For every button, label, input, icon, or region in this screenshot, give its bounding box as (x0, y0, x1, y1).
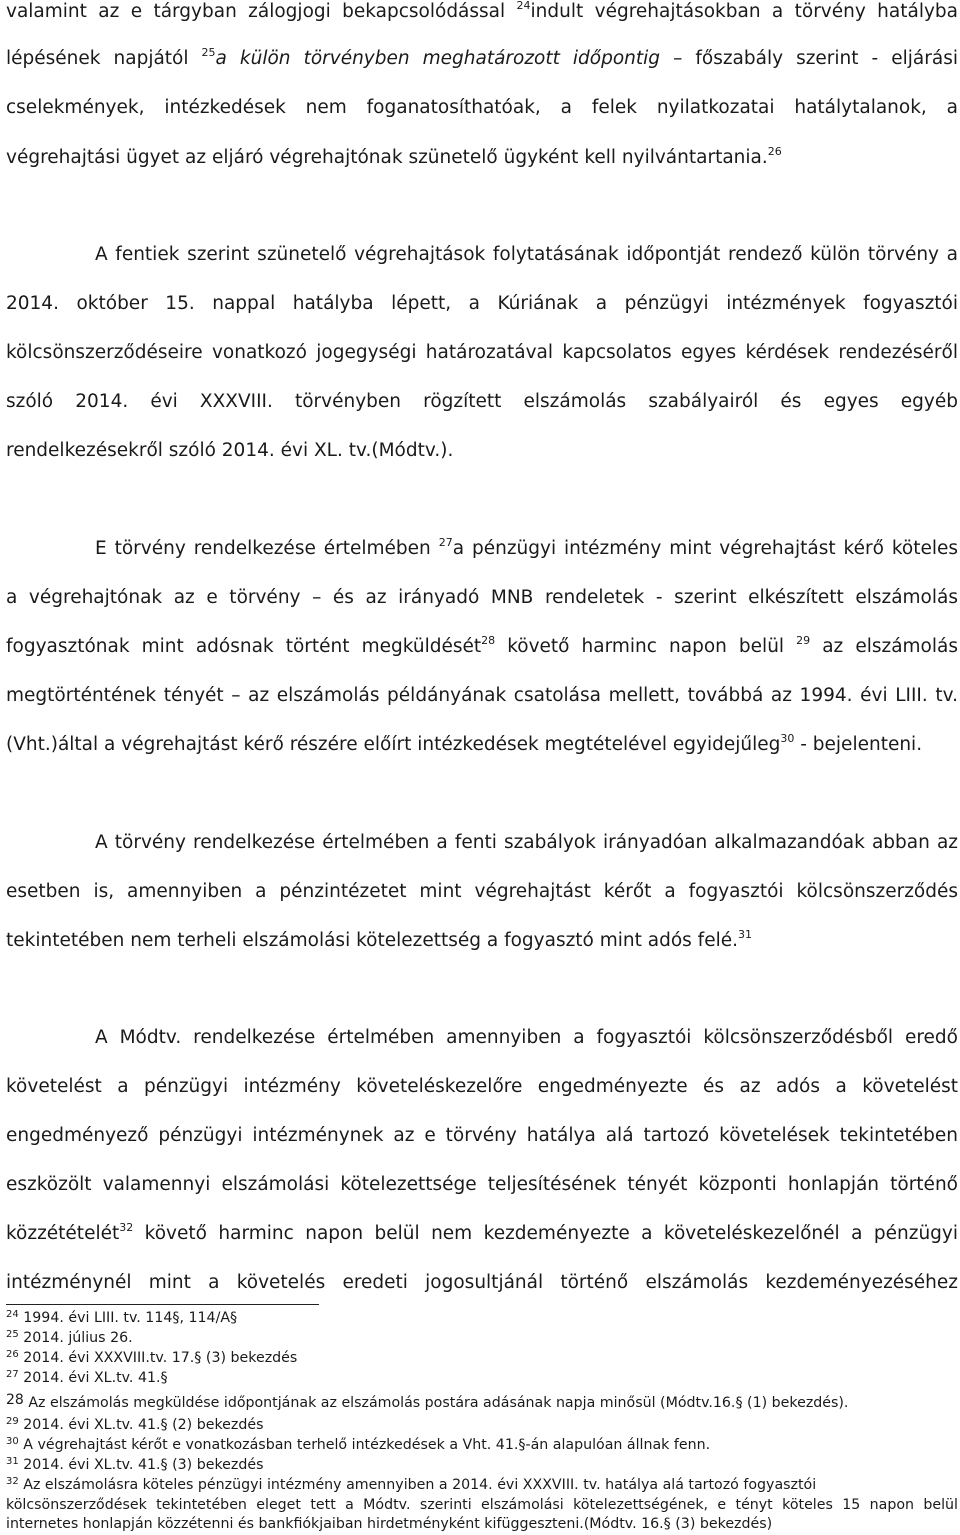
footnote-ref[interactable]: 24 (516, 0, 531, 12)
text-segment: követő harminc napon belül nem kezdeményezte a követeléskezelőnél a pénzügyi (133, 1223, 958, 1244)
paragraph-line: A Módtv. rendelkezése értelmében amennyiben a fogyasztói kölcsönszerződésből eredő (95, 1027, 958, 1048)
footnote-item (6, 1369, 958, 1387)
paragraph-line (6, 635, 958, 659)
text-segment: – főszabály szerint - eljárási (660, 48, 958, 69)
paragraph-line: esetben is, amennyiben a pénzintézetet mint végrehajtást kérőt a fogyasztói kölcsönszerződés (6, 881, 958, 902)
italic-text: a külön törvényben meghatározott időpontig (215, 48, 661, 69)
footnote-text: 2014. évi XL.tv. 41.§ (3) bekezdés (18, 1457, 264, 1473)
footnote-item (6, 1456, 958, 1474)
text-segment: lépésének napjától (6, 48, 202, 69)
text-segment: fogyasztónak mint adósnak történt megküldését (6, 636, 482, 657)
footnote-ref[interactable]: 28 (481, 634, 496, 647)
paragraph-line (6, 47, 958, 71)
footnote-number: 26 (6, 1349, 19, 1360)
paragraph-line (6, 0, 958, 24)
text-segment: a pénzügyi intézmény mint végrehajtást kérő köteles (452, 538, 958, 559)
footnote-item (6, 1416, 958, 1434)
paragraph-line: rendelkezésekről szóló 2014. évi XL. tv.(Módtv.). (6, 440, 454, 461)
footnote-number: 30 (6, 1436, 19, 1447)
text-segment: valamint az e tárgyban zálogjogi bekapcsolódással (6, 1, 517, 22)
footnote-ref[interactable]: 26 (767, 145, 782, 158)
footnote-number: 28 (6, 1392, 24, 1408)
paragraph-line: megtörténtének tényét – az elszámolás példányának csatolása mellett, továbbá az 1994. évi LIII. tv. (6, 685, 958, 706)
footnote-text: 2014. július 26. (18, 1330, 133, 1346)
paragraph-line: követelést a pénzügyi intézmény követeléskezelőre engedményezte és az adós a követelést (6, 1076, 958, 1097)
footnote-number: 24 (6, 1309, 19, 1320)
footnote-item (6, 1329, 958, 1347)
paragraph-line (6, 929, 958, 953)
paragraph-line: 2014. október 15. nappal hatályba lépett, a Kúriának a pénzügyi intézmények fogyasztói (6, 293, 958, 314)
footnote-item (6, 1436, 958, 1454)
paragraph-line: szóló 2014. évi XXXVIII. törvényben rögzített elszámolás szabályairól és egyes egyéb (6, 391, 958, 412)
footnote-text: 1994. évi LIII. tv. 114§, 114/A§ (18, 1310, 238, 1326)
footnote-text: A végrehajtást kérőt e vonatkozásban terhelő intézkedések a Vht. 41.§-án alapulóan állnak fenn. (18, 1437, 711, 1453)
footnote-number: 31 (6, 1456, 19, 1467)
paragraph-line: engedményező pénzügyi intézménynek az e törvény hatálya alá tartozó követelések tekintetében (6, 1125, 958, 1146)
paragraph-line: A fentiek szerint szünetelő végrehajtások folytatásának időpontját rendező külön törvény a (95, 244, 958, 265)
footnote-item (6, 1476, 958, 1494)
footnote-item (6, 1349, 958, 1367)
paragraph-line: eszközölt valamennyi elszámolási kötelezettsége teljesítésének tényét központi honlapján történő (6, 1174, 958, 1195)
paragraph-line (95, 537, 958, 561)
footnote-number: 32 (6, 1476, 19, 1487)
paragraph-line: intézménynél mint a követelés eredeti jogosultjánál történő elszámolás kezdeményezéséhez (6, 1272, 958, 1293)
paragraph-line (6, 146, 958, 170)
footnote-ref[interactable]: 32 (119, 1221, 134, 1234)
text-segment: végrehajtási ügyet az eljáró végrehajtónak szünetelő ügyként kell nyilvántartania. (6, 147, 768, 168)
text-segment: E törvény rendelkezése értelmében (95, 538, 439, 559)
text-segment: - bejelenteni. (794, 734, 923, 755)
paragraph-line: cselekmények, intézkedések nem foganatosíthatóak, a felek nyilatkozatai hatálytalanok, a (6, 97, 958, 118)
footnote-text: Az elszámolásra köteles pénzügyi intézmény amennyiben a 2014. évi XXXVIII. tv. hatálya alá tartozó fogyasztói (18, 1477, 817, 1493)
paragraph-line: A törvény rendelkezése értelmében a fenti szabályok irányadóan alkalmazandóak abban az (95, 832, 958, 853)
footnote-ref[interactable]: 25 (201, 46, 216, 59)
text-segment: közzétételét (6, 1223, 120, 1244)
paragraph-line: a végrehajtónak az e törvény – és az irányadó MNB rendeletek - szerint elkészített elszámolás (6, 587, 958, 608)
footnote-continuation: kölcsönszerződések tekintetében eleget tett a Módtv. szerinti elszámolási kötelezettségének, e tényt köteles 15 napon belül (6, 1497, 958, 1513)
text-segment: (Vht.)által a végrehajtást kérő részére előírt intézkedések megtételével egyidejűleg (6, 734, 781, 755)
footnote-number: 29 (6, 1416, 19, 1427)
footnote-number: 27 (6, 1369, 19, 1380)
footnote-item (6, 1309, 958, 1327)
footnote-separator (6, 1304, 319, 1305)
paragraph-line (6, 733, 958, 757)
text-segment: indult végrehajtásokban a törvény hatályba (530, 1, 958, 22)
footnote-ref[interactable]: 31 (737, 928, 752, 941)
footnote-continuation: internetes honlapján közzétenni és bankfiókjaiban hirdetményként kifüggeszteni.(Módtv. 16.§ (3) bekezdés) (6, 1516, 773, 1532)
footnote-ref[interactable]: 29 (796, 634, 811, 647)
text-segment: követő harminc napon belül (495, 636, 797, 657)
footnote-text: Az elszámolás megküldése időpontjának az elszámolás postára adásának napja minősül (Módtv.16.§ (1) bekezdés). (23, 1395, 849, 1411)
footnote-item (6, 1394, 958, 1412)
paragraph-line: kölcsönszerződéseire vonatkozó jogegységi határozatával kapcsolatos egyes kérdések rendezéséről (6, 342, 958, 363)
footnote-ref[interactable]: 30 (780, 732, 795, 745)
text-segment: tekintetében nem terheli elszámolási kötelezettség a fogyasztó mint adós felé. (6, 930, 738, 951)
footnote-text: 2014. évi XXXVIII.tv. 17.§ (3) bekezdés (18, 1350, 298, 1366)
footnote-ref[interactable]: 27 (438, 536, 453, 549)
footnote-text: 2014. évi XL.tv. 41.§ (2) bekezdés (18, 1417, 264, 1433)
paragraph-line (6, 1222, 958, 1246)
footnote-number: 25 (6, 1329, 19, 1340)
text-segment: az elszámolás (810, 636, 958, 657)
footnote-text: 2014. évi XL.tv. 41.§ (18, 1370, 168, 1386)
